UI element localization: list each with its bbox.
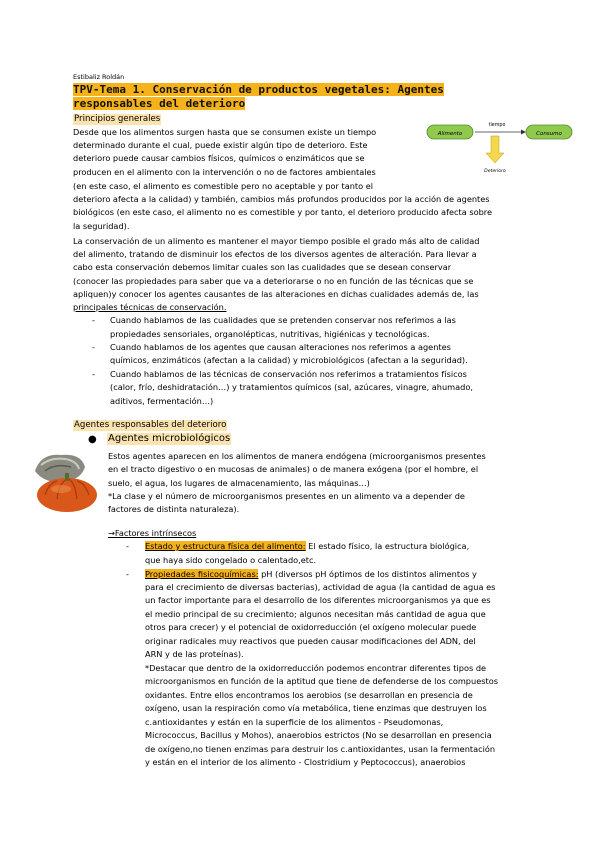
bullet-line: microorganismos en función de la aptitud que tiene de defenderse de los compuestos: [145, 676, 498, 686]
bullet-line: de oxígeno,no tienen enzimas para destruir los c.antioxidantes, usan la fermentación: [145, 744, 496, 754]
bullet-line: para el crecimiento de diversas bacterias), actividad de agua (la cantidad de agua es: [145, 582, 496, 592]
paragraph-line: deterioro puede causar cambios físicos, químicos o enzimáticos que se: [73, 153, 365, 163]
bullet-line: oxidantes. Entre ellos encontramos los aerobios (se desarrollan en presencia de: [145, 690, 473, 700]
bullet-dash: -: [92, 369, 95, 379]
deterioro-label: Deterioro: [484, 169, 506, 174]
section-heading-principios: Principios generales: [74, 114, 161, 124]
bullet-line: oxígeno, usan la respiración como vía metabólica, tiene enzimas que destruyen los: [145, 703, 487, 713]
bullet-dot-icon: ●: [88, 434, 97, 445]
bullet-line: aditivos, fermentación…): [110, 396, 214, 406]
deterioration-diagram: [425, 118, 575, 188]
paragraph-line: la seguridad).: [73, 221, 130, 231]
item-text: El estado físico, la estructura biológica,: [305, 541, 470, 551]
bullet-line: [145, 569, 477, 580]
consumo-label: Consumo: [536, 131, 562, 137]
bullet-line: Cuando hablamos de los agentes que causan alteraciones nos referimos a agentes: [110, 342, 451, 352]
paragraph-line: (conocer las propiedades para saber que va a deteriorarse o no en función de las técnicas que se: [73, 276, 474, 286]
bullet-line: el medio principal de su crecimiento; algunos necesitan más cantidad de agua que: [145, 609, 486, 619]
alimento-label: Alimento: [437, 131, 463, 137]
bullet-dash: -: [92, 342, 95, 352]
bullet-line: c.antioxidantes y están en la superficie de los alimentos - Pseudomonas,: [145, 717, 444, 727]
paragraph-line: del alimento, tratando de disminuir los efectos de los diversos agentes de alteración. Para llevar a: [73, 249, 477, 259]
bullet-line: Cuando hablamos de las cualidades que se pretenden conservar nos referimos a las: [110, 315, 456, 325]
paragraph-line: principales técnicas de conservación.: [73, 302, 227, 312]
paragraph-line: biológicos (en este caso, el alimento no es comestible y por tanto, el deterioro producido afecta sobre: [73, 207, 493, 217]
subheading-microbiologicos: Agentes microbiológicos: [108, 433, 231, 444]
page-title: [73, 83, 449, 111]
paragraph-line: apliquen)y conocer los agentes causantes de las alteraciones en dichas cualidades además de, las: [73, 289, 479, 299]
bullet-line: otros para crecer) y el potencial de oxidorreducción (el oxígeno molecular puede: [145, 622, 477, 632]
bullet-line: que haya sido congelado o calentado,etc.: [145, 555, 317, 565]
paragraph-line: deterioro afecta a la calidad) y también, cambios más profundos producidos por la acción de agentes: [73, 194, 490, 204]
down-arrow-icon: [486, 136, 504, 163]
bullet-line: [145, 541, 469, 552]
author-name: Estibaliz Roldán: [73, 73, 125, 81]
title-text: TPV-Tema 1. Conservación de productos vegetales: Agentes responsables del deterioro: [73, 83, 444, 110]
item-text: pH (diversos pH óptimos de los distintos alimentos y: [258, 569, 477, 579]
bullet-dash: -: [126, 569, 129, 579]
item-label-estado: Estado y estructura física del alimento:: [145, 541, 306, 551]
paragraph-line: suelo, el agua, los lugares de almacenamiento, las máquinas…): [108, 478, 370, 488]
section-heading-agentes: Agentes responsables del deterioro: [74, 420, 227, 430]
paragraph-line: cabo esta conservación debemos limitar cuales son las cualidades que se desean conservar: [73, 262, 452, 272]
tiempo-label: tiempo: [488, 123, 506, 128]
paragraph-line: factores de distinta naturaleza).: [108, 504, 240, 514]
bullet-line: un factor importante para el desarrollo de los diferentes microorganismos ya que es: [145, 595, 491, 605]
factores-intrinsecos-heading: →Factores intrínsecos: [108, 528, 197, 538]
spoiled-food-image: [31, 449, 103, 515]
paragraph-line: (en este caso, el alimento es comestible pero no aceptable y por tanto el: [73, 181, 374, 191]
bullet-line: químicos, enzimáticos (afectan a la calidad) y microbiológicos (afectan a la seguridad).: [110, 355, 468, 365]
paragraph-line: producen en el alimento con la intervención o no de factores ambientales: [73, 167, 376, 177]
bullet-line: (calor, frío, deshidratación…) y tratamientos químicos (sal, azúcares, vinagre, ahumado,: [110, 382, 473, 392]
paragraph-line: Desde que los alimentos surgen hasta que se consumen existe un tiempo: [73, 127, 377, 137]
bullet-line: *Destacar que dentro de la oxidorreducción podemos encontrar diferentes tipos de: [145, 663, 487, 673]
bullet-line: originar radicales muy reactivos que pueden causar modificaciones del ADN, del: [145, 636, 476, 646]
paragraph-line: en el tracto digestivo o en mucosas de animales) o de manera exógena (por el hombre, el: [108, 464, 479, 474]
paragraph-line: determinado durante el cual, puede existir algún tipo de deterioro. Este: [73, 140, 368, 150]
bullet-line: Cuando hablamos de las técnicas de conservación nos referimos a tratamientos físicos: [110, 369, 467, 379]
item-label-propiedades: Propiedades fisicoquímicas:: [145, 569, 259, 579]
paragraph-line: La conservación de un alimento es mantener el mayor tiempo posible el grado más alto de calidad: [73, 236, 480, 246]
bullet-dash: -: [92, 315, 95, 325]
bullet-dash: -: [126, 541, 129, 551]
bullet-line: Micrococcus, Bacillus y Mohos), anaerobios estrictos (No se desarrollan en presencia: [145, 730, 492, 740]
paragraph-line: *La clase y el número de microorganismos presentes en un alimento va a depender de: [108, 491, 465, 501]
paragraph-line: Estos agentes aparecen en los alimentos de manera endógena (microorganismos presentes: [108, 451, 486, 461]
bullet-line: propiedades sensoriales, organolépticas, nutritivas, higiénicas y tecnológicas.: [110, 329, 430, 339]
bullet-line: y están en el interior de los alimento - Clostridium y Peptococcus), anaerobios: [145, 757, 466, 767]
bullet-line: ARN y de las proteínas).: [145, 649, 244, 659]
